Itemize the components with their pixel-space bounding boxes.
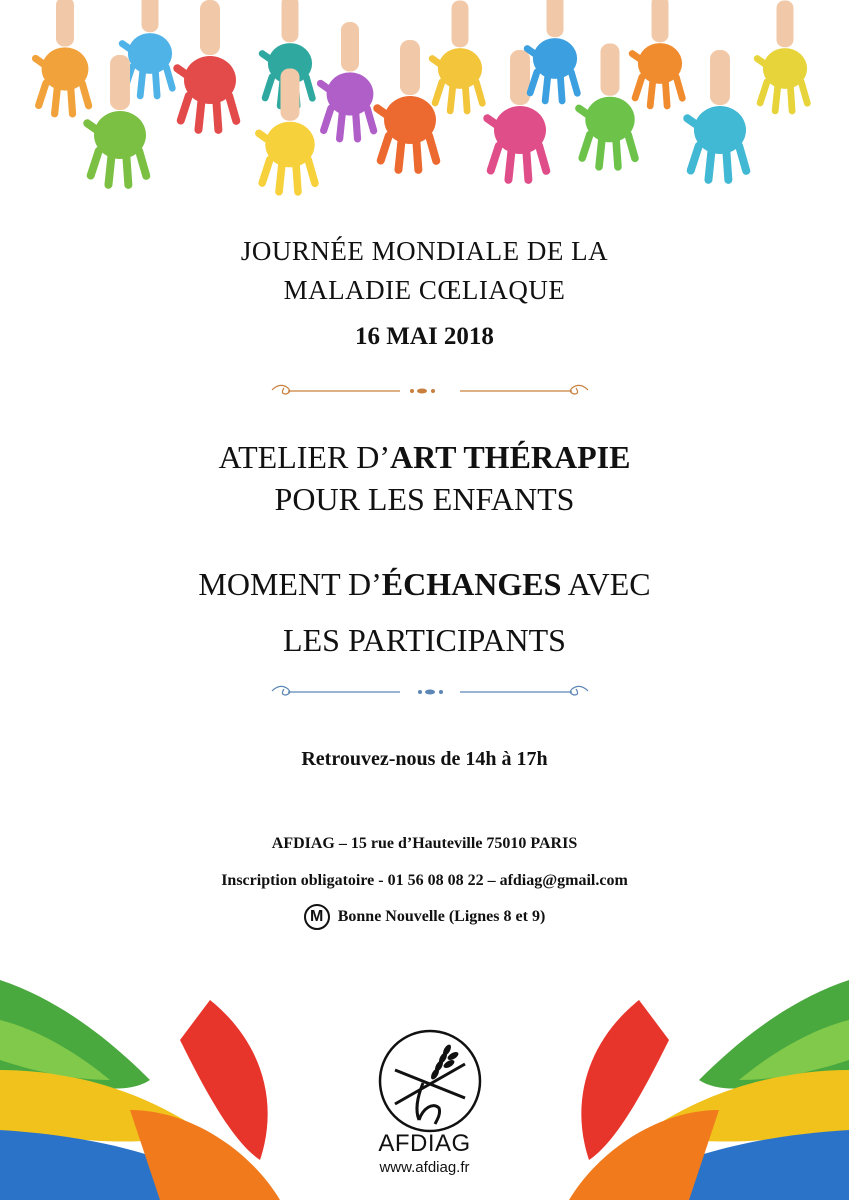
moment-line-2: LES PARTICIPANTS (283, 622, 566, 658)
hand-6 (316, 22, 379, 143)
hand-15 (752, 0, 811, 114)
title-line-2: MALADIE CŒLIAQUE (283, 275, 566, 305)
event-date: 16 MAI 2018 (355, 323, 494, 350)
hand-14 (682, 50, 752, 184)
hand-12 (574, 43, 640, 170)
opening-hours: Retrouvez-nous de 14h à 17h (301, 748, 548, 770)
moment-suffix: AVEC (561, 566, 651, 602)
address: AFDIAG – 15 rue d’Hauteville 75010 PARIS (271, 835, 578, 852)
event-title (0, 232, 849, 310)
ornament-swirl-icon (270, 679, 590, 703)
metro-icon: M (304, 904, 330, 930)
painted-hands-image (0, 0, 849, 200)
ornament-swirl-icon (270, 378, 590, 402)
atelier-prefix: ATELIER D’ (218, 439, 391, 475)
title-line-1: JOURNÉE MONDIALE DE LA (240, 236, 609, 266)
logo-name: AFDIAG (378, 1130, 471, 1157)
metro-line (0, 904, 849, 930)
moment-heading (0, 556, 849, 668)
moment-prefix: MOMENT D’ (198, 566, 382, 602)
metro-station: Bonne Nouvelle (Lignes 8 et 9) (337, 908, 546, 925)
atelier-line-2: POUR LES ENFANTS (274, 481, 575, 517)
logo-url: www.afdiag.fr (379, 1159, 470, 1176)
inscription-contact: Inscription obligatoire - 01 56 08 08 22 – afdiag@gmail.com (221, 872, 628, 889)
moment-bold: ÉCHANGES (381, 566, 562, 602)
atelier-bold: ART THÉRAPIE (390, 439, 631, 475)
moment-line-1 (0, 556, 849, 612)
hand-13 (627, 0, 686, 110)
hand-3 (172, 0, 242, 134)
atelier-line-1 (0, 436, 849, 478)
atelier-heading (0, 436, 849, 520)
afdiag-logo-icon (377, 1028, 483, 1134)
hand-11 (522, 0, 581, 105)
hand-9 (427, 0, 486, 114)
hand-1 (31, 0, 94, 118)
